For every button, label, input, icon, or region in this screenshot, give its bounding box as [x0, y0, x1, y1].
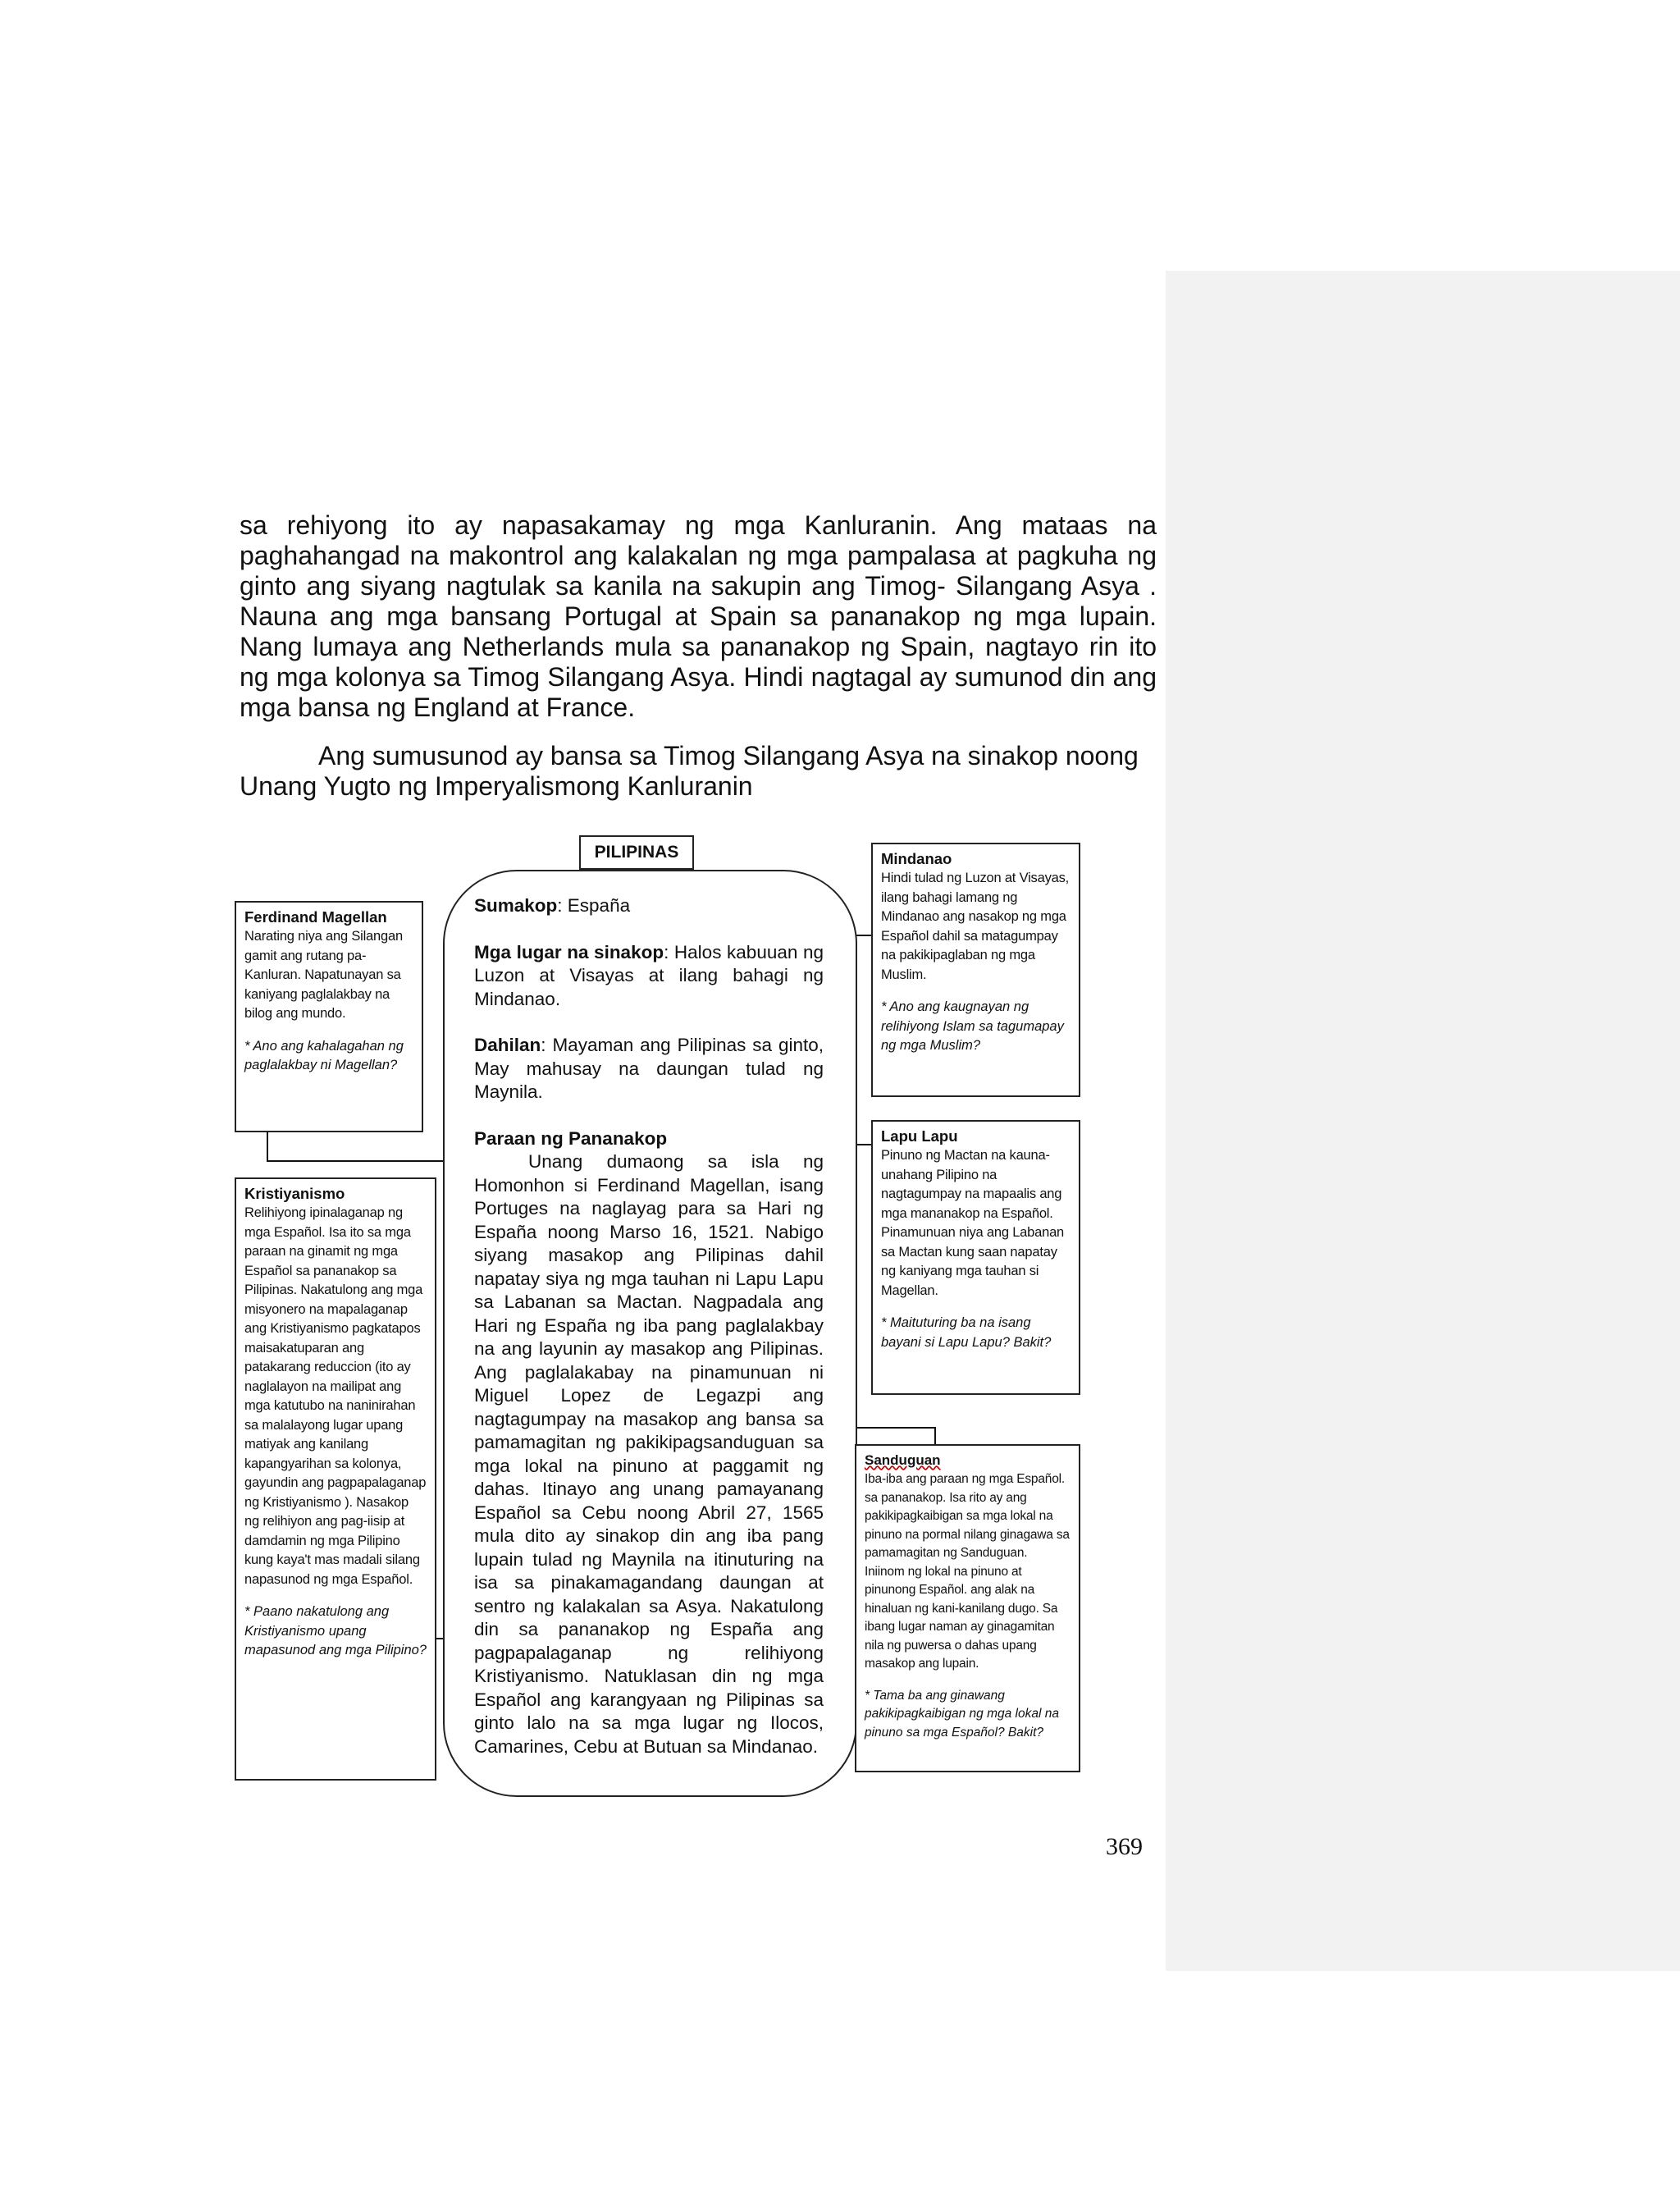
- page-number: 369: [1106, 1833, 1143, 1860]
- lugar-block: [474, 941, 824, 1012]
- kristiyanismo-body: Relihiyong ipinalaganap ng mga Español. Isa ito sa mga paraan na ginamit ng mga Español sa pananakop sa Pilipinas. Nakatulong ang mga misyonero na mapalaganap ang Kristiyanismo pagkatapos maisakatuparan ang patakarang reduccion (ito ay naglalayon na mailipat ang mga katutubo na naninirahan sa malalayong lugar upang matiyak ang kanilang kapangyarihan sa kolonya, gayundin ang pagpapalaganap ng Kristiyanismo ). Nasakop ng relihiyon ang pag-iisip at damdamin ng mga Pilipino kung kaya't mas madali silang napasunod ng mga Español.: [244, 1205, 427, 1587]
- magellan-body: Narating niya ang Silangan gamit ang rutang pa-Kanluran. Napatunayan sa kaniyang paglalakbay na bilog ang mundo.: [244, 929, 403, 1021]
- sanduguan-question: * Tama ba ang ginawang pakikipagkaibigan ng mga lokal na pinuno sa mga Español? Bakit?: [865, 1688, 1059, 1740]
- lapulapu-body: Pinuno ng Mactan na kauna-unahang Pilipino na nagtagumpay na mapaalis ang mga mananakop na Español. Pinamunuan niya ang Labanan sa Mactan kung saan napatay ng kaniyang mga tauhan si Magellan.: [881, 1148, 1065, 1298]
- mindanao-box: [871, 843, 1080, 1097]
- paraan-block: [474, 1127, 824, 1759]
- body-paragraph-2: Ang sumusunod ay bansa sa Timog Silangang Asya na sinakop noong Unang Yugto ng Imperyalismong Kanluranin: [240, 741, 1139, 801]
- mindanao-question: * Ano ang kaugnayan ng relihiyong Islam sa tagumapay ng mga Muslim?: [881, 999, 1064, 1053]
- pilipinas-title-box: PILIPINAS: [579, 835, 694, 870]
- dahilan-block: [474, 1034, 824, 1104]
- paraan-label: Paraan ng Pananakop: [474, 1127, 668, 1149]
- paraan-value: Unang dumaong sa isla ng Homonhon si Ferdinand Magellan, isang Portuges na naglayag para sa Hari ng España noong Marso 16, 1521. Nabigo siyang masakop ang Pilipinas dahil napatay siya ng mga tauhan ni Lapu Lapu sa Labanan sa Mactan. Nagpadala ang Hari ng España ng iba pang paglalakbay na ang layunin ay masakop ang Pilipinas. Ang paglalakabay na pinamunuan ni Miguel Lopez de Legazpi ang nagtagumpay na masakop ang bansa sa pamamagitan ng pakikipagsanduguan sa mga lokal na pinuno at paggamit ng dahas. Itinayo ang unang pamayanang Español sa Cebu noong Abril 27, 1565 mula dito ay sinakop din ang iba pang lupain tulad ng Maynila na itinuturing na isa sa pinakamagandang daungan at sentro ng kalakalan sa Asya. Nakatulong din sa pananakop ng España ang pagpapalaganap ng relihiyong Kristiyanismo. Natuklasan din ng mga Español ang karangyaan ng Pilipinas sa ginto lalo na sa mga lugar ng Ilocos, Camarines, Cebu at Butuan sa Mindanao.: [474, 1151, 824, 1757]
- center-pilipinas-content: [474, 894, 824, 1758]
- magellan-question: * Ano ang kahalagahan ng paglalakbay ni Magellan?: [244, 1038, 404, 1072]
- body-paragraph-1: sa rehiyong ito ay napasakamay ng mga Kanluranin. Ang mataas na paghahangad na makontrol ang kalakalan ng mga pampalasa at pagkuha ng ginto ang siyang nagtulak sa kanila na sakupin ang Timog- Silangang Asya . Nauna ang mga bansang Portugal at Spain sa pananakop ng mga lupain. Nang lumaya ang Netherlands mula sa pananakop ng Spain, nagtayo rin ito ng mga kolonya sa Timog Silangang Asya. Hindi nagtagal ay sumunod din ang mga bansa ng England at France.: [240, 510, 1157, 722]
- magellan-box: [235, 901, 423, 1132]
- lapulapu-title: Lapu Lapu: [881, 1127, 958, 1145]
- dahilan-label: Dahilan: [474, 1035, 541, 1055]
- kristiyanismo-title: Kristiyanismo: [244, 1185, 345, 1202]
- sanduguan-title: Sanduguan: [865, 1452, 941, 1468]
- lapulapu-question: * Maituturing ba na isang bayani si Lapu Lapu? Bakit?: [881, 1315, 1052, 1350]
- magellan-title: Ferdinand Magellan: [244, 908, 387, 926]
- mindanao-title: Mindanao: [881, 850, 952, 867]
- kristiyanismo-question: * Paano nakatulong ang Kristiyanismo upang mapasunod ang mga Pilipino?: [244, 1604, 427, 1657]
- mindanao-body: Hindi tulad ng Luzon at Visayas, ilang bahagi lamang ng Mindanao ang nasakop ng mga Español dahil sa matagumpay na pakikipaglaban ng mga Muslim.: [881, 871, 1070, 982]
- sumakop-label: Sumakop: [474, 895, 558, 916]
- sumakop-value: : España: [557, 895, 631, 916]
- sanduguan-box: [855, 1444, 1080, 1772]
- lapulapu-box: [871, 1120, 1080, 1395]
- lugar-label: Mga lugar na sinakop: [474, 941, 664, 962]
- lugar-value: : Halos kabuuan ng Luzon at Visayas at ilang bahagi ng Mindanao.: [474, 941, 824, 1009]
- dahilan-value: : Mayaman ang Pilipinas sa ginto, May mahusay na daungan tulad ng Maynila.: [474, 1035, 824, 1102]
- sanduguan-body: Iba-iba ang paraan ng mga Español. sa pananakop. Isa rito ay ang pakikipagkaibigan sa mga lokal na pinuno na pormal nilang ginagawa sa pamamagitan ng Sanduguan. Iniinom ng lokal na pinuno at pinunong Español. ang alak na hinaluan ng kani-kanilang dugo. Sa ibang lugar naman ay ginagamitan nila ng puwersa o dahas upang masakop ang lupain.: [865, 1472, 1070, 1671]
- kristiyanismo-box: [235, 1177, 436, 1781]
- sumakop-block: [474, 894, 824, 918]
